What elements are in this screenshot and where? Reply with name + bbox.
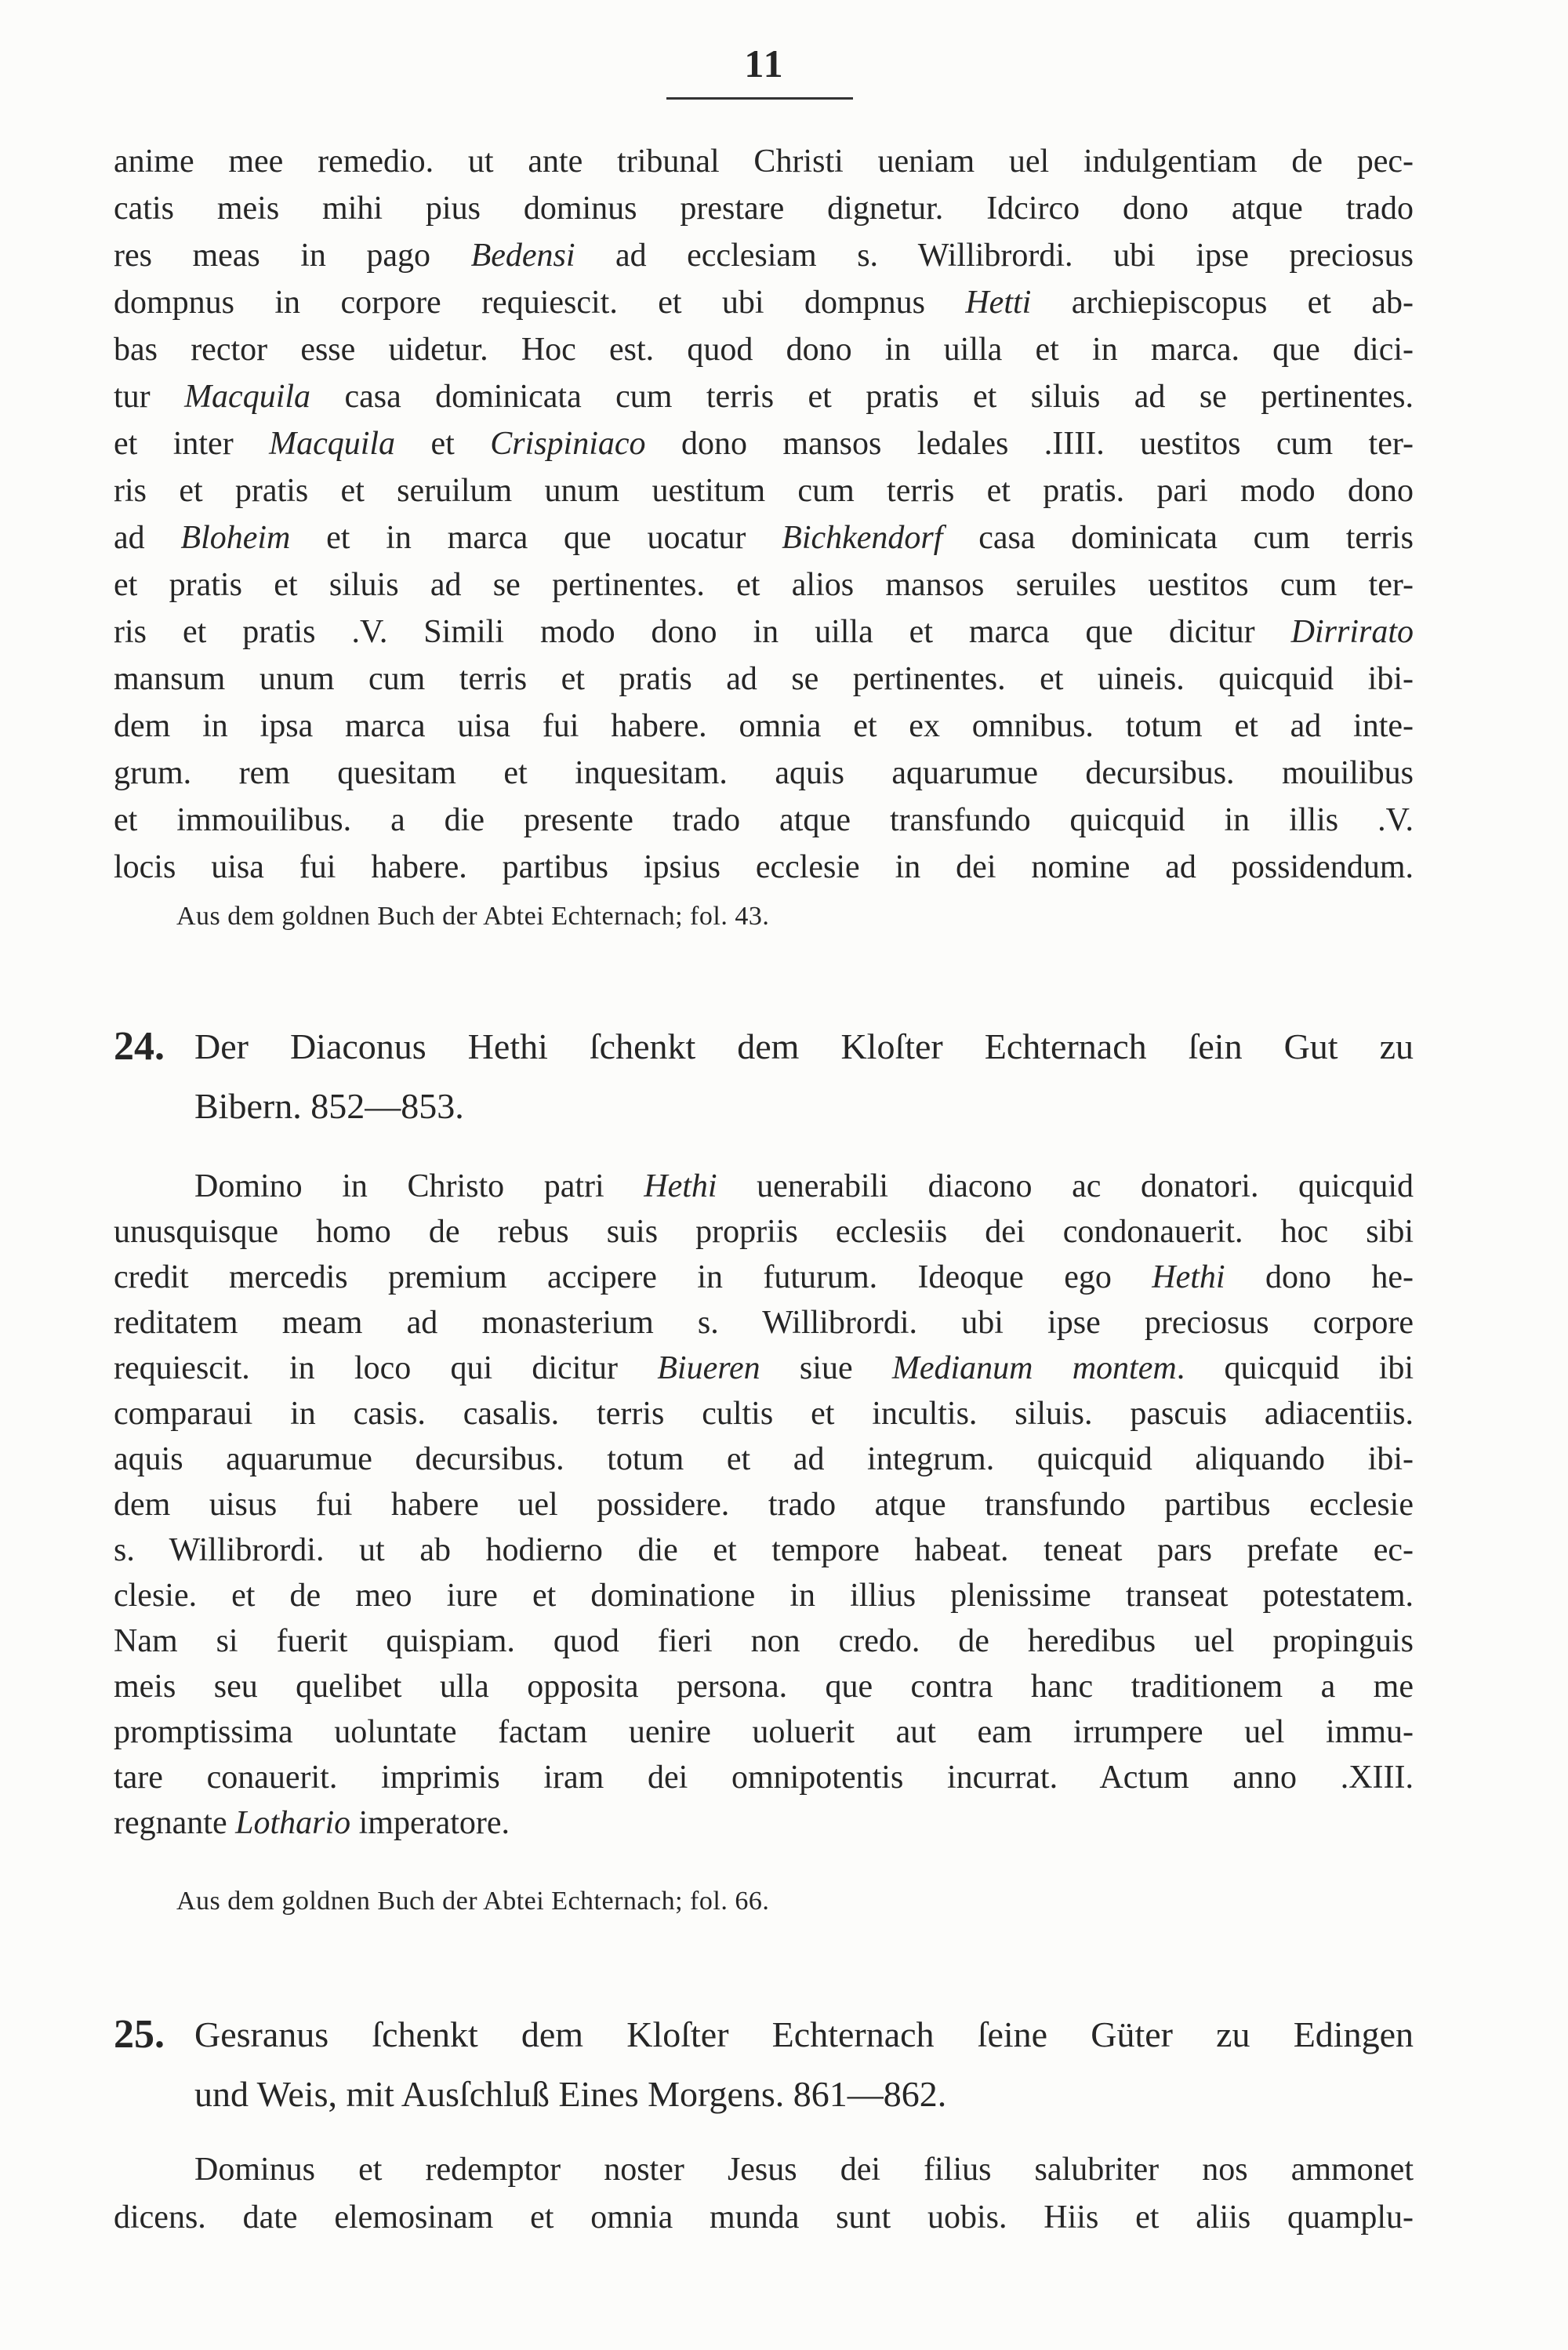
text-segment: requiescit. in loco qui dicitur: [114, 1350, 658, 1386]
text-line: [114, 1209, 1414, 1255]
text-segment: s. Willibrordi. ut ab hodierno die et tempore habeat. teneat pars prefate ec-: [114, 1532, 1414, 1568]
section-24-heading: [114, 1017, 1414, 1136]
source-note-23: Aus dem goldnen Buch der Abtei Echternach; fol. 43.: [176, 902, 770, 931]
text-segment: et: [395, 426, 491, 462]
text-segment: grum. rem quesitam et inquesitam. aquis aquarumue decursibus. mouilibus: [114, 755, 1414, 791]
text-line: [114, 279, 1414, 326]
text-segment: dono he-: [1225, 1259, 1414, 1295]
text-line: [114, 750, 1414, 797]
text-line: [114, 1527, 1414, 1573]
text-segment: credit mercedis premium accipere in futurum. Ideoque ego: [114, 1259, 1152, 1295]
text-segment: clesie. et de meo iure et dominatione in illius plenissime transeat potestatem.: [114, 1578, 1414, 1614]
text-segment: dicens. date elemosinam et omnia munda sunt uobis. Hiis et aliis quamplu-: [114, 2199, 1414, 2236]
text-line: [114, 656, 1414, 703]
text-segment: Nam si fuerit quispiam. quod fieri non credo. de heredibus uel propinguis: [114, 1623, 1414, 1659]
text-line: [114, 1391, 1414, 1437]
text-line: [114, 2194, 1414, 2242]
text-segment: tur: [114, 379, 185, 415]
text-segment: meis seu quelibet ulla opposita persona. que contra hanc traditionem a me: [114, 1669, 1414, 1705]
text-line: [114, 138, 1414, 185]
text-line: [114, 420, 1414, 467]
text-line: [114, 1755, 1414, 1800]
text-segment: aquis aquarumue decursibus. totum et ad integrum. quicquid aliquando ibi-: [114, 1441, 1414, 1477]
section-number: 24.: [114, 1024, 165, 1069]
text-segment: imperatore.: [350, 1805, 510, 1841]
text-line: [114, 232, 1414, 279]
text-line: [114, 608, 1414, 656]
text-line: [114, 1709, 1414, 1755]
source-note-24: Aus dem goldnen Buch der Abtei Echternach; fol. 66.: [176, 1887, 770, 1916]
text-segment: locis uisa fui habere. partibus ipsius ecclesie in dei nomine ad possidendum.: [114, 849, 1414, 885]
text-line: [114, 1164, 1414, 1209]
text-segment: anime mee remedio. ut ante tribunal Christi ueniam uel indulgentiam de pec-: [114, 143, 1414, 180]
italic-name: Hethi: [1152, 1259, 1225, 1295]
text-segment: et in marca que uocatur: [290, 520, 782, 556]
text-segment: tare conauerit. imprimis iram dei omnipotentis incurrat. Actum anno .XIII.: [114, 1760, 1414, 1796]
text-segment: Dominus et redemptor noster Jesus dei filius salubriter nos ammonet: [194, 2152, 1414, 2188]
text-line: [114, 467, 1414, 514]
text-line: [114, 797, 1414, 844]
text-line: [114, 1255, 1414, 1300]
text-line: [114, 1664, 1414, 1709]
section-25-text: [114, 2146, 1414, 2242]
text-segment: et pratis et siluis ad se pertinentes. et alios mansos seruiles uestitos cum ter-: [114, 567, 1414, 603]
text-segment: ris et pratis .V. Simili modo dono in uilla et marca que dicitur: [114, 614, 1291, 650]
text-line: [114, 1300, 1414, 1346]
text-line: [114, 1573, 1414, 1618]
text-segment: promptissima uoluntate factam uenire uoluerit aut eam irrumpere uel immu-: [114, 1714, 1414, 1750]
section-23-text: [114, 138, 1414, 891]
text-line: [114, 1346, 1414, 1391]
italic-name: Hetti: [965, 285, 1032, 321]
text-line: [114, 326, 1414, 373]
text-line: [114, 561, 1414, 608]
italic-name: Hethi: [644, 1168, 717, 1204]
italic-name: Lothario: [235, 1805, 351, 1841]
heading-line: und Weis, mit Ausſchluß Eines Morgens. 861—862.: [194, 2074, 947, 2114]
text-line: [114, 514, 1414, 561]
page-number: 11: [744, 42, 785, 85]
italic-name: Dirrirato: [1290, 614, 1414, 650]
heading-line: Gesranus ſchenkt dem Kloſter Echternach ſeine Güter zu Edingen: [194, 2014, 1414, 2054]
text-segment: siue: [760, 1350, 892, 1386]
text-line: [114, 1800, 1414, 1846]
text-segment: catis meis mihi pius dominus prestare dignetur. Idcirco dono atque trado: [114, 191, 1414, 227]
text-line: [114, 185, 1414, 232]
italic-name: Medianum montem: [891, 1350, 1177, 1386]
text-segment: comparaui in casis. casalis. terris cultis et incultis. siluis. pascuis adiacentiis.: [114, 1396, 1414, 1432]
text-line: [114, 2146, 1414, 2194]
text-segment: et inter: [114, 426, 270, 462]
text-line: [114, 1482, 1414, 1527]
section-25-heading: [114, 2005, 1414, 2124]
text-segment: ad ecclesiam s. Willibrordi. ubi ipse preciosus: [575, 238, 1414, 274]
text-segment: casa dominicata cum terris et pratis et siluis ad se pertinentes.: [310, 379, 1414, 415]
heading-line: Bibern. 852—853.: [194, 1086, 464, 1126]
text-segment: dem in ipsa marca uisa fui habere. omnia et ex omnibus. totum et ad inte-: [114, 708, 1414, 744]
text-segment: archiepiscopus et ab-: [1031, 285, 1414, 321]
text-segment: dompnus in corpore requiescit. et ubi dompnus: [114, 285, 966, 321]
text-line: [114, 1618, 1414, 1664]
text-segment: reditatem meam ad monasterium s. Willibrordi. ubi ipse preciosus corpore: [114, 1305, 1414, 1341]
text-segment: et immouilibus. a die presente trado atque transfundo quicquid in illis .V.: [114, 802, 1414, 838]
text-line: [114, 1437, 1414, 1482]
italic-name: Bichkendorf: [782, 520, 943, 556]
text-segment: ris et pratis et seruilum unum uestitum cum terris et pratis. pari modo dono: [114, 473, 1414, 509]
text-segment: ad: [114, 520, 181, 556]
heading-line: Der Diaconus Hethi ſchenkt dem Kloſter Echternach ſein Gut zu: [194, 1026, 1414, 1066]
italic-name: Macquila: [184, 379, 311, 415]
text-line: [114, 373, 1414, 420]
section-24-text: [114, 1164, 1414, 1846]
text-segment: dem uisus fui habere uel possidere. trado atque transfundo partibus ecclesie: [114, 1487, 1414, 1523]
page-number-rule: [666, 97, 853, 100]
italic-name: Crispiniaco: [490, 426, 646, 462]
section-number: 25.: [114, 2012, 165, 2057]
italic-name: Macquila: [269, 426, 396, 462]
text-segment: casa dominicata cum terris: [942, 520, 1414, 556]
text-segment: uenerabili diacono ac donatori. quicquid: [717, 1168, 1414, 1204]
text-segment: Domino in Christo patri: [194, 1168, 644, 1204]
italic-name: Bedensi: [470, 238, 575, 274]
text-segment: dono mansos ledales .IIII. uestitos cum ter-: [645, 426, 1414, 462]
text-segment: . quicquid ibi: [1176, 1350, 1414, 1386]
text-segment: regnante: [114, 1805, 236, 1841]
text-segment: res meas in pago: [114, 238, 471, 274]
italic-name: Bloheim: [180, 520, 291, 556]
text-line: [114, 703, 1414, 750]
text-segment: bas rector esse uidetur. Hoc est. quod dono in uilla et in marca. que dici-: [114, 332, 1414, 368]
text-segment: unusquisque homo de rebus suis propriis ecclesiis dei condonauerit. hoc sibi: [114, 1214, 1414, 1250]
text-line: [114, 844, 1414, 891]
italic-name: Biueren: [657, 1350, 760, 1386]
text-segment: mansum unum cum terris et pratis ad se pertinentes. et uineis. quicquid ibi-: [114, 661, 1414, 697]
